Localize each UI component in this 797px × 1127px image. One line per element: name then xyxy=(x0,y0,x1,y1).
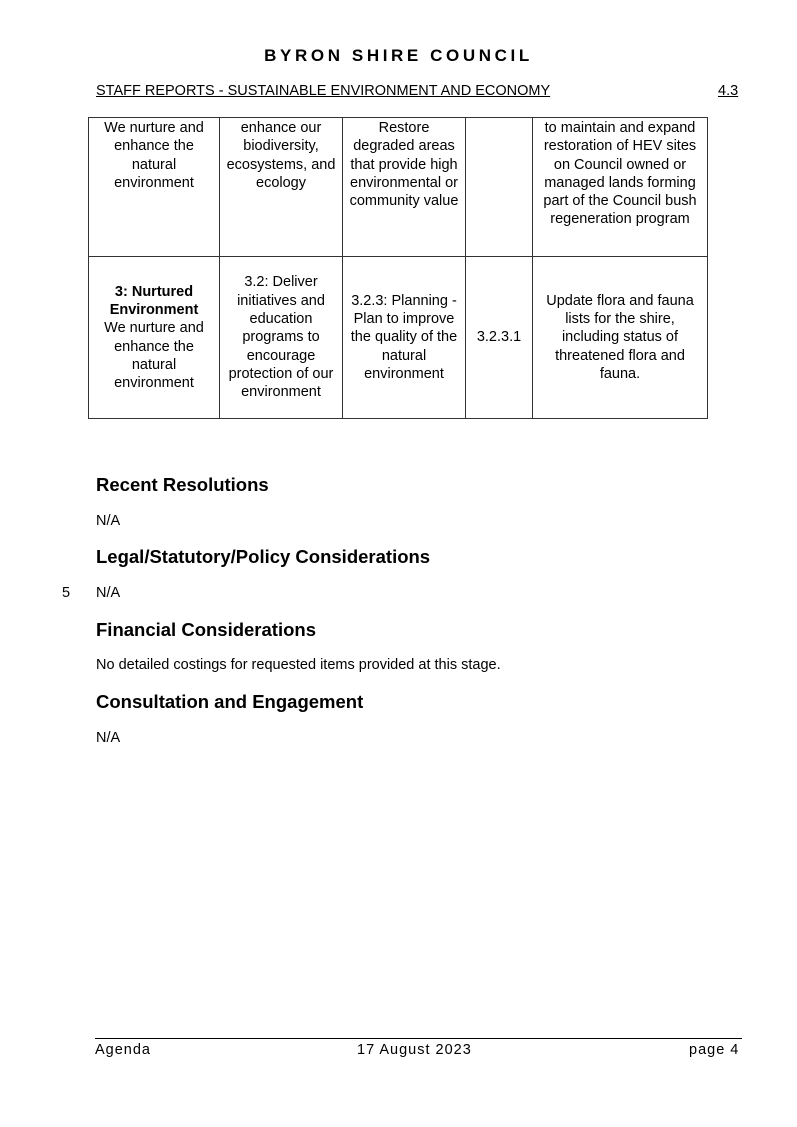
strategy-table xyxy=(88,117,708,419)
footer-divider xyxy=(95,1038,742,1039)
table-cell-activity: to maintain and expand restoration of HEV sites on Council owned or managed lands forming part of the Council bush regeneration program xyxy=(533,118,708,257)
objective-title: 3: Nurtured Environment xyxy=(109,283,199,318)
table-cell-code xyxy=(466,118,533,257)
table-cell-strategy: enhance our biodiversity, ecosystems, and ecology xyxy=(220,118,343,257)
table-cell-objective xyxy=(89,257,220,419)
table-row xyxy=(89,118,708,257)
report-section-number: 4.3 xyxy=(718,83,739,99)
heading-legal-considerations: Legal/Statutory/Policy Considerations xyxy=(96,546,431,567)
table-cell-code: 3.2.3.1 xyxy=(466,257,533,419)
line-number: 5 xyxy=(62,585,71,601)
heading-recent-resolutions: Recent Resolutions xyxy=(96,474,269,495)
heading-consultation-engagement: Consultation and Engagement xyxy=(96,691,364,712)
objective-description: We nurture and enhance the natural environment xyxy=(104,320,204,392)
table-cell-strategy: 3.2: Deliver initiatives and education programs to encourage protection of our environment xyxy=(220,257,343,419)
footer-agenda: Agenda xyxy=(95,1042,151,1058)
table-cell-activity: Update flora and fauna lists for the shire, including status of threatened flora and fauna. xyxy=(533,257,708,419)
council-title: BYRON SHIRE COUNCIL xyxy=(264,46,533,65)
footer-page-number: page 4 xyxy=(689,1042,740,1058)
legal-considerations-body: N/A xyxy=(96,585,121,601)
recent-resolutions-body: N/A xyxy=(96,513,121,529)
report-section-heading: STAFF REPORTS - SUSTAINABLE ENVIRONMENT AND ECONOMY xyxy=(96,83,551,99)
table-cell-action: Restore degraded areas that provide high environmental or community value xyxy=(343,118,466,257)
financial-considerations-body: No detailed costings for requested items provided at this stage. xyxy=(96,657,501,673)
footer-date: 17 August 2023 xyxy=(357,1042,472,1058)
heading-financial-considerations: Financial Considerations xyxy=(96,619,316,640)
table-row xyxy=(89,257,708,419)
consultation-engagement-body: N/A xyxy=(96,730,121,746)
table-cell-objective: We nurture and enhance the natural environment xyxy=(89,118,220,257)
table-cell-action: 3.2.3: Planning - Plan to improve the quality of the natural environment xyxy=(343,257,466,419)
